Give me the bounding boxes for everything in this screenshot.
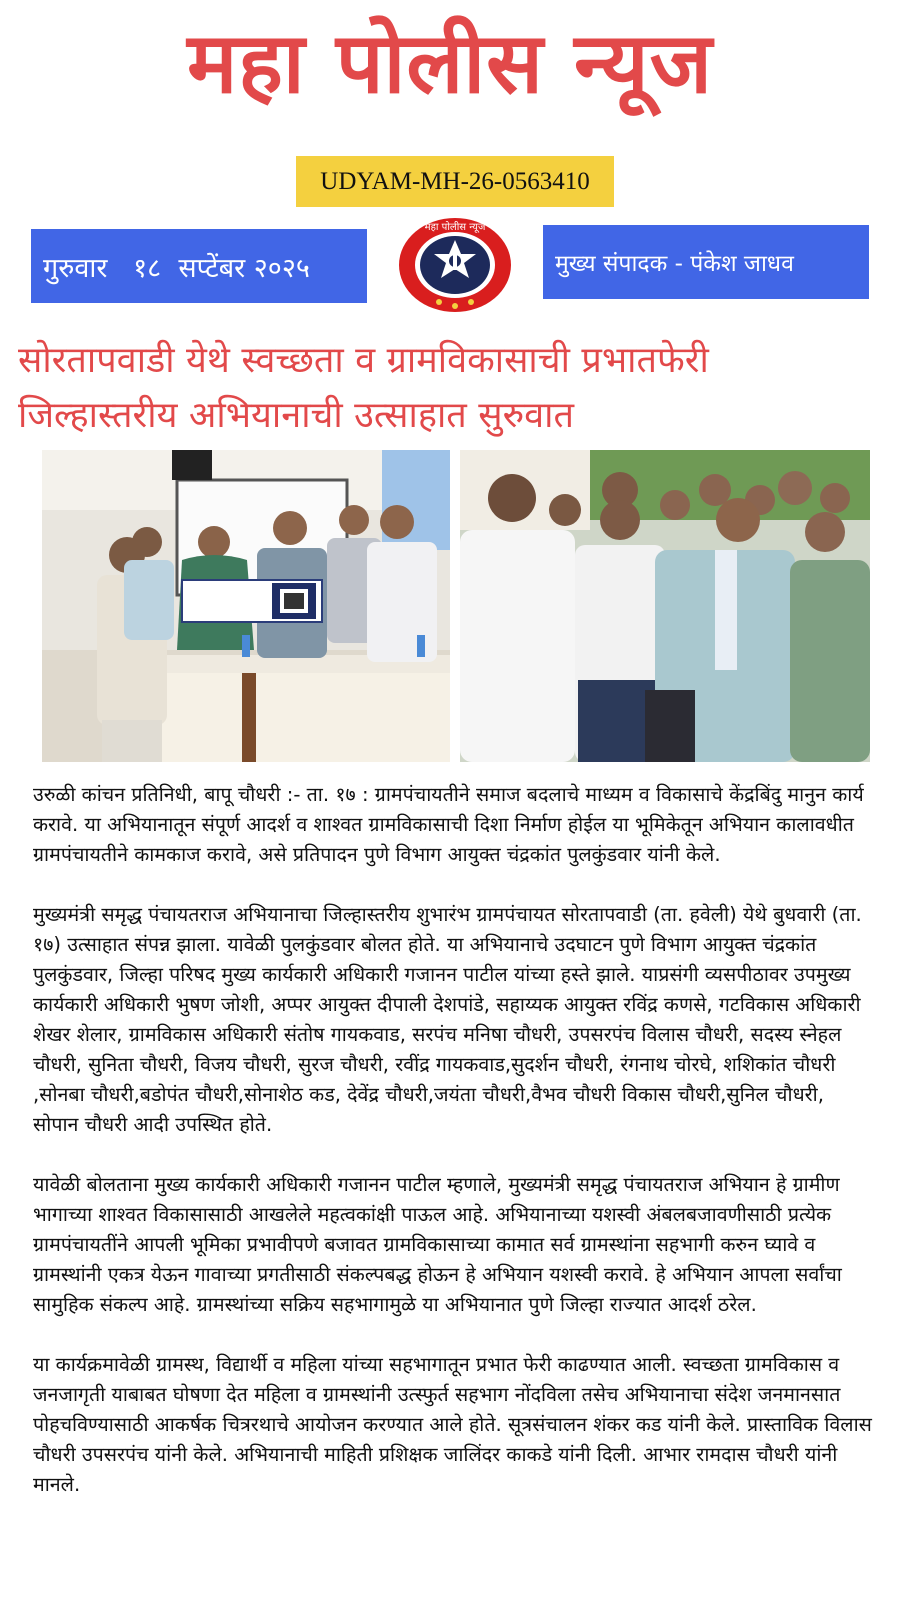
headline: [18, 333, 888, 443]
editor-text: मुख्य संपादक - पंकेश जाधव: [555, 251, 794, 277]
event-photo-right: [460, 450, 870, 762]
article-body: [33, 780, 873, 1500]
headline-line-1: सोरतापवाडी येथे स्वच्छता व ग्रामविकासाची प्रभातफेरी: [18, 340, 709, 381]
article-paragraph-4: या कार्यक्रमावेळी ग्रामस्थ, विद्यार्थी व महिला यांच्या सहभागातून प्रभात फेरी काढण्यात आली. स्वच्छता ग्रामविकास व जनजागृती याबाबत घोषणा देत महिला व ग्रामस्थांनी उत्स्फुर्त सहभाग नोंदविला तसेच अभियानाचा संदेश जनमानसात पोहचविण्यासाठी आकर्षक चित्ररथाचे आयोजन करण्यात आले होते. सूत्रसंचालन शंकर कड यांनी केले. प्रास्ताविक विलास चौधरी उपसरपंच यांनी केले. अभियानाची माहिती प्रशिक्षक जालिंदर काकडे यांनी दिली. आभार रामदास चौधरी यांनी मानले.: [33, 1353, 872, 1496]
article-paragraph-1: उरुळी कांचन प्रतिनिधी, बापू चौधरी :- ता. १७ : ग्रामपंचायतीने समाज बदलाचे माध्यम व विकासाचे केंद्रबिंदु मानुन कार्य करावे. या अभियानातून संपूर्ण आदर्श व शाश्वत ग्रामविकासाची दिशा निर्माण होईल या भूमिकेतून अभियान कालावधीत ग्रामपंचायतीने कामकाज करावे, असे प्रतिपादन पुणे विभाग आयुक्त चंद्रकांत पुलकुंडवार यांनी केले.: [33, 783, 864, 866]
headline-line-2: जिल्हास्तरीय अभियानाची उत्साहात सुरुवात: [18, 395, 574, 436]
editor-box: [543, 225, 869, 299]
date-box: [31, 229, 367, 303]
logo-emblem-icon: [397, 216, 513, 314]
article-paragraph-2: मुख्यमंत्री समृद्ध पंचायतराज अभियानाचा जिल्हास्तरीय शुभारंभ ग्रामपंचायत सोरतापवाडी (ता. हवेली) येथे बुधवारी (ता. १७) उत्साहात संपन्न झाला. यावेळी पुलकुंडवार बोलत होते. या अभियानाचे उदघाटन पुणे विभाग आयुक्त चंद्रकांत पुलकुंडवार, जिल्हा परिषद मुख्य कार्यकारी अधिकारी गजानन पाटील यांच्या हस्ते झाले. याप्रसंगी व्यसपीठावर उपमुख्य कार्यकारी अधिकारी भुषण जोशी, अप्पर आयुक्त दीपाली देशपांडे, सहाय्यक आयुक्त रविंद्र कणसे, गटविकास अधिकारी शेखर शेलार, ग्रामविकास अधिकारी संतोष गायकवाड, सरपंच मनिषा चौधरी, उपसरपंच विलास चौधरी, सदस्य स्नेहल चौधरी, सुनिता चौधरी, विजय चौधरी, सुरज चौधरी, रवींद्र गायकवाड,सुदर्शन चौधरी, रंगनाथ चोरघे, शशिकांत चौधरी ,सोनबा चौधरी,बडोपंत चौधरी,सोनाशेठ कड, देवेंद्र चौधरी,जयंता चौधरी,वैभव चौधरी विकास चौधरी,सुनिल चौधरी, सोपान चौधरी आदी उपस्थित होते.: [33, 903, 862, 1136]
article-paragraph-3: यावेळी बोलताना मुख्य कार्यकारी अधिकारी गजानन पाटील म्हणाले, मुख्यमंत्री समृद्ध पंचायतराज अभियान हे ग्रामीण भागाच्या शाश्वत विकासासाठी आखलेले महत्वकांक्षी पाऊल आहे. अभियानाच्या यशस्वी अंबलबजावणीसाठी प्रत्येक ग्रामपंचायतींने आपली भूमिका प्रभावीपणे बजावत ग्रामविकासाच्या कामात सर्व ग्रामस्थांना सहभागी करुन घ्यावे व ग्रामस्थांनी एकत्र येऊन गावाच्या प्रगतीसाठी संकल्पबद्ध होऊन हे अभियान यशस्वी करावे. हे अभियान आपला सर्वांचा सामुहिक संकल्प आहे. ग्रामस्थांच्या सक्रिय सहभागामुळे या अभियानात पुणे जिल्हा राज्यात आदर्श ठरेल.: [33, 1173, 842, 1316]
event-photo-left: [42, 450, 450, 762]
masthead-title: महा पोलीस न्यूज: [187, 14, 713, 112]
udyam-number: UDYAM-MH-26-0563410: [296, 156, 614, 207]
date-text: गुरुवार १८ सप्टेंबर २०२५: [43, 252, 310, 284]
logo-label: महा पोलीस न्यूज: [424, 222, 486, 233]
police-news-logo: [397, 216, 513, 314]
